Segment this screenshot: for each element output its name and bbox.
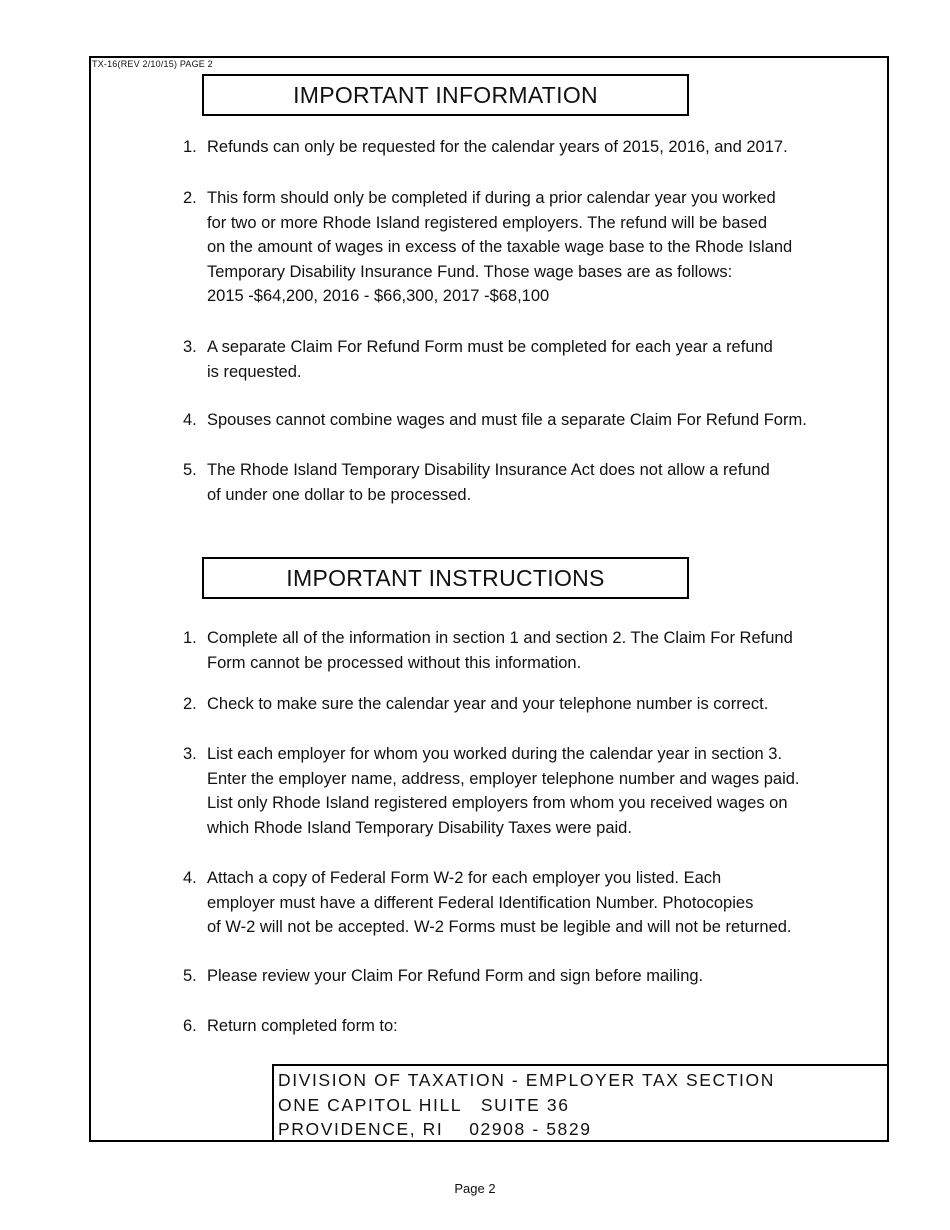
important-instructions-heading: IMPORTANT INSTRUCTIONS <box>202 557 689 599</box>
item-text: Check to make sure the calendar year and your telephone number is correct. <box>207 695 769 713</box>
item-number: 1. <box>183 629 197 647</box>
instruction-item <box>183 692 853 717</box>
item-number: 2. <box>183 695 197 713</box>
information-item <box>183 458 853 507</box>
item-text: Attach a copy of Federal Form W-2 for each employer you listed. Each employer must have a different Federal Identification Number. Photocopies of W-2 will not be accepted. W-2 Forms must be legible and will not be returned. <box>207 869 792 936</box>
item-text: Return completed form to: <box>207 1017 398 1035</box>
item-number: 4. <box>183 869 197 887</box>
page-number: Page 2 <box>454 1181 496 1196</box>
instruction-item <box>183 964 853 989</box>
address-line-2: ONE CAPITOL HILL SUITE 36 <box>278 1094 570 1115</box>
instruction-item <box>183 1014 853 1039</box>
information-item <box>183 186 853 309</box>
item-number: 6. <box>183 1017 197 1035</box>
item-text: List each employer for whom you worked during the calendar year in section 3. Enter the employer name, address, employer telephone number and wages paid. List only Rhode Island registered employers from whom you received wages on which Rhode Island Temporary Disability Taxes were paid. <box>207 745 800 837</box>
address-line-3: PROVIDENCE, RI 02908 - 5829 <box>278 1119 592 1139</box>
item-text: This form should only be completed if during a prior calendar year you worked for two or more Rhode Island registered employers. The refund will be based on the amount of wages in excess of the taxable wage base to the Rhode Island Temporary Disability Insurance Fund. Those wage bases are as follows: 2015 -$64,200, 2016 - $66,300, 2017 -$68,100 <box>207 189 793 305</box>
information-item <box>183 135 853 160</box>
information-item <box>183 408 853 433</box>
item-number: 2. <box>183 189 197 207</box>
instruction-item <box>183 742 853 840</box>
address-line-1: DIVISION OF TAXATION - EMPLOYER TAX SECTION <box>278 1070 775 1090</box>
item-number: 5. <box>183 967 197 985</box>
item-number: 3. <box>183 745 197 763</box>
item-text: Spouses cannot combine wages and must file a separate Claim For Refund Form. <box>207 411 807 429</box>
item-number: 4. <box>183 411 197 429</box>
important-information-heading: IMPORTANT INFORMATION <box>202 74 689 116</box>
item-number: 3. <box>183 338 197 356</box>
mailing-address-box <box>272 1064 887 1140</box>
item-text: The Rhode Island Temporary Disability Insurance Act does not allow a refund of under one dollar to be processed. <box>207 461 770 504</box>
item-text: A separate Claim For Refund Form must be completed for each year a refund is requested. <box>207 338 773 381</box>
item-text: Complete all of the information in section 1 and section 2. The Claim For Refund Form cannot be processed without this information. <box>207 629 793 672</box>
item-number: 5. <box>183 461 197 479</box>
instruction-item <box>183 866 853 940</box>
instruction-item <box>183 626 853 675</box>
information-item <box>183 335 853 384</box>
item-text: Refunds can only be requested for the calendar years of 2015, 2016, and 2017. <box>207 138 788 156</box>
form-code: TX-16(REV 2/10/15) PAGE 2 <box>92 59 213 69</box>
item-text: Please review your Claim For Refund Form and sign before mailing. <box>207 967 704 985</box>
item-number: 1. <box>183 138 197 156</box>
